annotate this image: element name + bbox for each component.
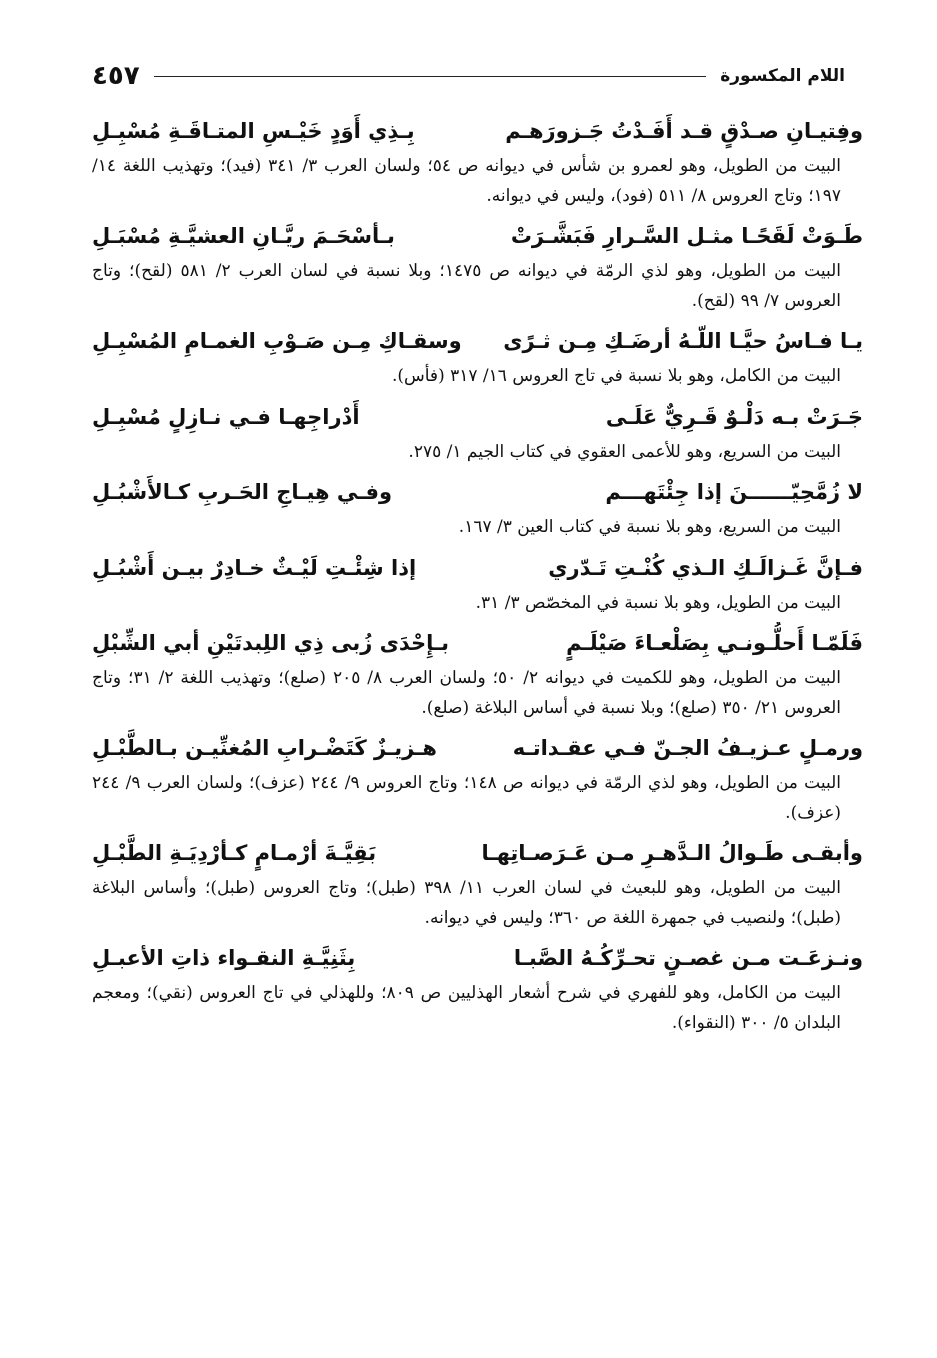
running-header [92, 58, 845, 94]
verse-commentary: البيت من الكامل، وهو للفهري في شرح أشعار الهذليين ص ٨٠٩؛ وللهذلي في تاج العروس (نقي)؛ ومعجم البلدان ٥/ ٣٠٠ (النقواء). [92, 983, 841, 1033]
verse-commentary: البيت من السريع، وهو بلا نسبة في كتاب العين ٣/ ١٦٧. [458, 517, 841, 537]
verse-second-hemistich: وسقـاكِ مِـن صَـوْبِ الغمـامِ المُسْبِـلِ [92, 329, 462, 353]
verse-line [92, 320, 863, 362]
verse-line [92, 937, 863, 979]
verse-line [92, 832, 863, 874]
verse-second-hemistich: بِـذِي أَوَدٍ خَيْـسِ المتـاقَـةِ مُسْبِـلِ [92, 119, 415, 143]
verse-second-hemistich: بَقِيَّـةَ أرْمـامٍ كـأرْدِيَـةِ الطَّبْـلِ [92, 841, 377, 865]
verse-commentary: البيت من الطويل، وهو بلا نسبة في المخصّص ٣/ ٣١. [475, 592, 841, 613]
chapter-title: اللام المكسورة [720, 66, 845, 86]
verse-second-hemistich: بِثَنِيَّـةِ النقـواء ذاتِ الأعبـلِ [92, 946, 356, 970]
page-number: ٤٥٧ [92, 61, 140, 91]
verse-first-hemistich: جَـرَتْ بـه دَلْـوٌ قَـرِيٌّ عَلَـى [605, 404, 863, 429]
verse-commentary: البيت من الطويل، وهو لعمرو بن شأس في ديوانه ص ٥٤؛ ولسان العرب ٣/ ٣٤١ (فيد)؛ وتهذيب اللغة ١٤/ ١٩٧؛ وتاج العروس ٨/ ٥١١ (فود)، وليس في ديوانه. [92, 156, 841, 206]
entry [92, 622, 863, 727]
verse-second-hemistich: بـأسْحَـمَ ريَّـانِ العشيَّـةِ مُسْبَـلِ [92, 224, 395, 248]
verse-second-hemistich: وفـي هِيـاجِ الحَـربِ كـالأَشْبُـلِ [92, 480, 393, 504]
entry [92, 215, 863, 320]
verse-first-hemistich: ورمـلٍ عـزيـفُ الجـنّ فـي عقـداتـه [512, 736, 863, 760]
verse-commentary: البيت من الكامل، وهو بلا نسبة في تاج العروس ١٦/ ٣١٧ (فأس). [391, 366, 841, 386]
verse-line [92, 396, 863, 438]
verse-second-hemistich: أَدْراجِهـا فـي نـازِلٍ مُسْبِـلِ [92, 404, 360, 429]
verse-commentary: البيت من الطويل، وهو للكميت في ديوانه ٢/ ٥٠؛ ولسان العرب ٨/ ٢٠٥ (صلع)؛ وتهذيب اللغة ٢/ ٣١؛ وتاج العروس ٢١/ ٣٥٠ (صلع)؛ وبلا نسبة في أساس البلاغة (صلع). [92, 668, 841, 718]
entries-list [92, 110, 863, 1042]
verse-first-hemistich: يـا فـاسُ حيَّـا اللّـهُ أرضَـكِ مِـن ثـرًى [503, 329, 863, 353]
verse-second-hemistich: بـإِحْدَى زُبى ذِي اللِبدتَيْنِ أبي الشِّبْلِ [92, 631, 450, 655]
verse-first-hemistich: لا زُمَّحِيّــــــنَ إذا جِئْتَهـــم [605, 480, 863, 504]
verse-line [92, 547, 863, 589]
verse-commentary: البيت من الطويل، وهو لذي الرمّة في ديوانه ص ١٤٧٥؛ وبلا نسبة في لسان العرب ٢/ ٥٨١ (لقح)؛ وتاج العروس ٧/ ٩٩ (لقح). [92, 261, 841, 311]
entry [92, 471, 863, 547]
verse-line [92, 110, 863, 152]
verse-line [92, 215, 863, 257]
entry [92, 320, 863, 396]
verse-second-hemistich: هـزيـزٌ كَتَضْـرابِ المُغنِّيـن بـالطَّبْـلِ [92, 736, 437, 760]
verse-first-hemistich: وفِتيـانِ صـدْقٍ قـد أَفَـدْتُ جَـزورَهـم [505, 119, 863, 143]
verse-first-hemistich: فَلَمّـا أَحلُّـونـي بِصَلْعـاءَ صَيْلَـمٍ [566, 631, 863, 655]
verse-line [92, 727, 863, 769]
verse-commentary: البيت من الطويل، وهو للبعيث في لسان العرب ١١/ ٣٩٨ (طبل)؛ وتاج العروس (طبل)؛ وأساس البلاغة (طبل)؛ ولنصيب في جمهرة اللغة ص ٣٦٠؛ وليس في ديوانه. [92, 878, 841, 928]
verse-first-hemistich: فـإنَّ غَـزالَـكِ الـذي كُنْـتِ تَـدّري [548, 555, 863, 580]
verse-second-hemistich: إذا شِئْـتِ لَيْـثٌ خـادِرٌ بيـن أَشْبُـلِ [92, 555, 417, 580]
verse-first-hemistich: طَـوَتْ لَقَحًـا مثـل السَّـرارِ فَبَشَّـرَتْ [510, 224, 863, 248]
verse-line [92, 622, 863, 664]
header-rule [154, 76, 707, 77]
verse-first-hemistich: وأبقـى طَـوالُ الـدَّهـرِ مـن عَـرَصـاتِهـا [481, 841, 863, 865]
verse-commentary: البيت من السريع، وهو للأعمى العقوي في كتاب الجيم ١/ ٢٧٥. [408, 441, 841, 462]
entry [92, 937, 863, 1042]
verse-first-hemistich: ونـزعَـت مـن غصـنٍ تحـرِّكُـهُ الصَّبـا [513, 946, 863, 970]
entry [92, 110, 863, 215]
entry [92, 547, 863, 623]
entry [92, 832, 863, 937]
entry [92, 396, 863, 472]
verse-commentary: البيت من الطويل، وهو لذي الرمّة في ديوانه ص ١٤٨؛ وتاج العروس ٩/ ٢٤٤ (عزف)؛ ولسان العرب ٩/ ٢٤٤ (عزف). [92, 773, 841, 823]
entry [92, 727, 863, 832]
verse-line [92, 471, 863, 513]
